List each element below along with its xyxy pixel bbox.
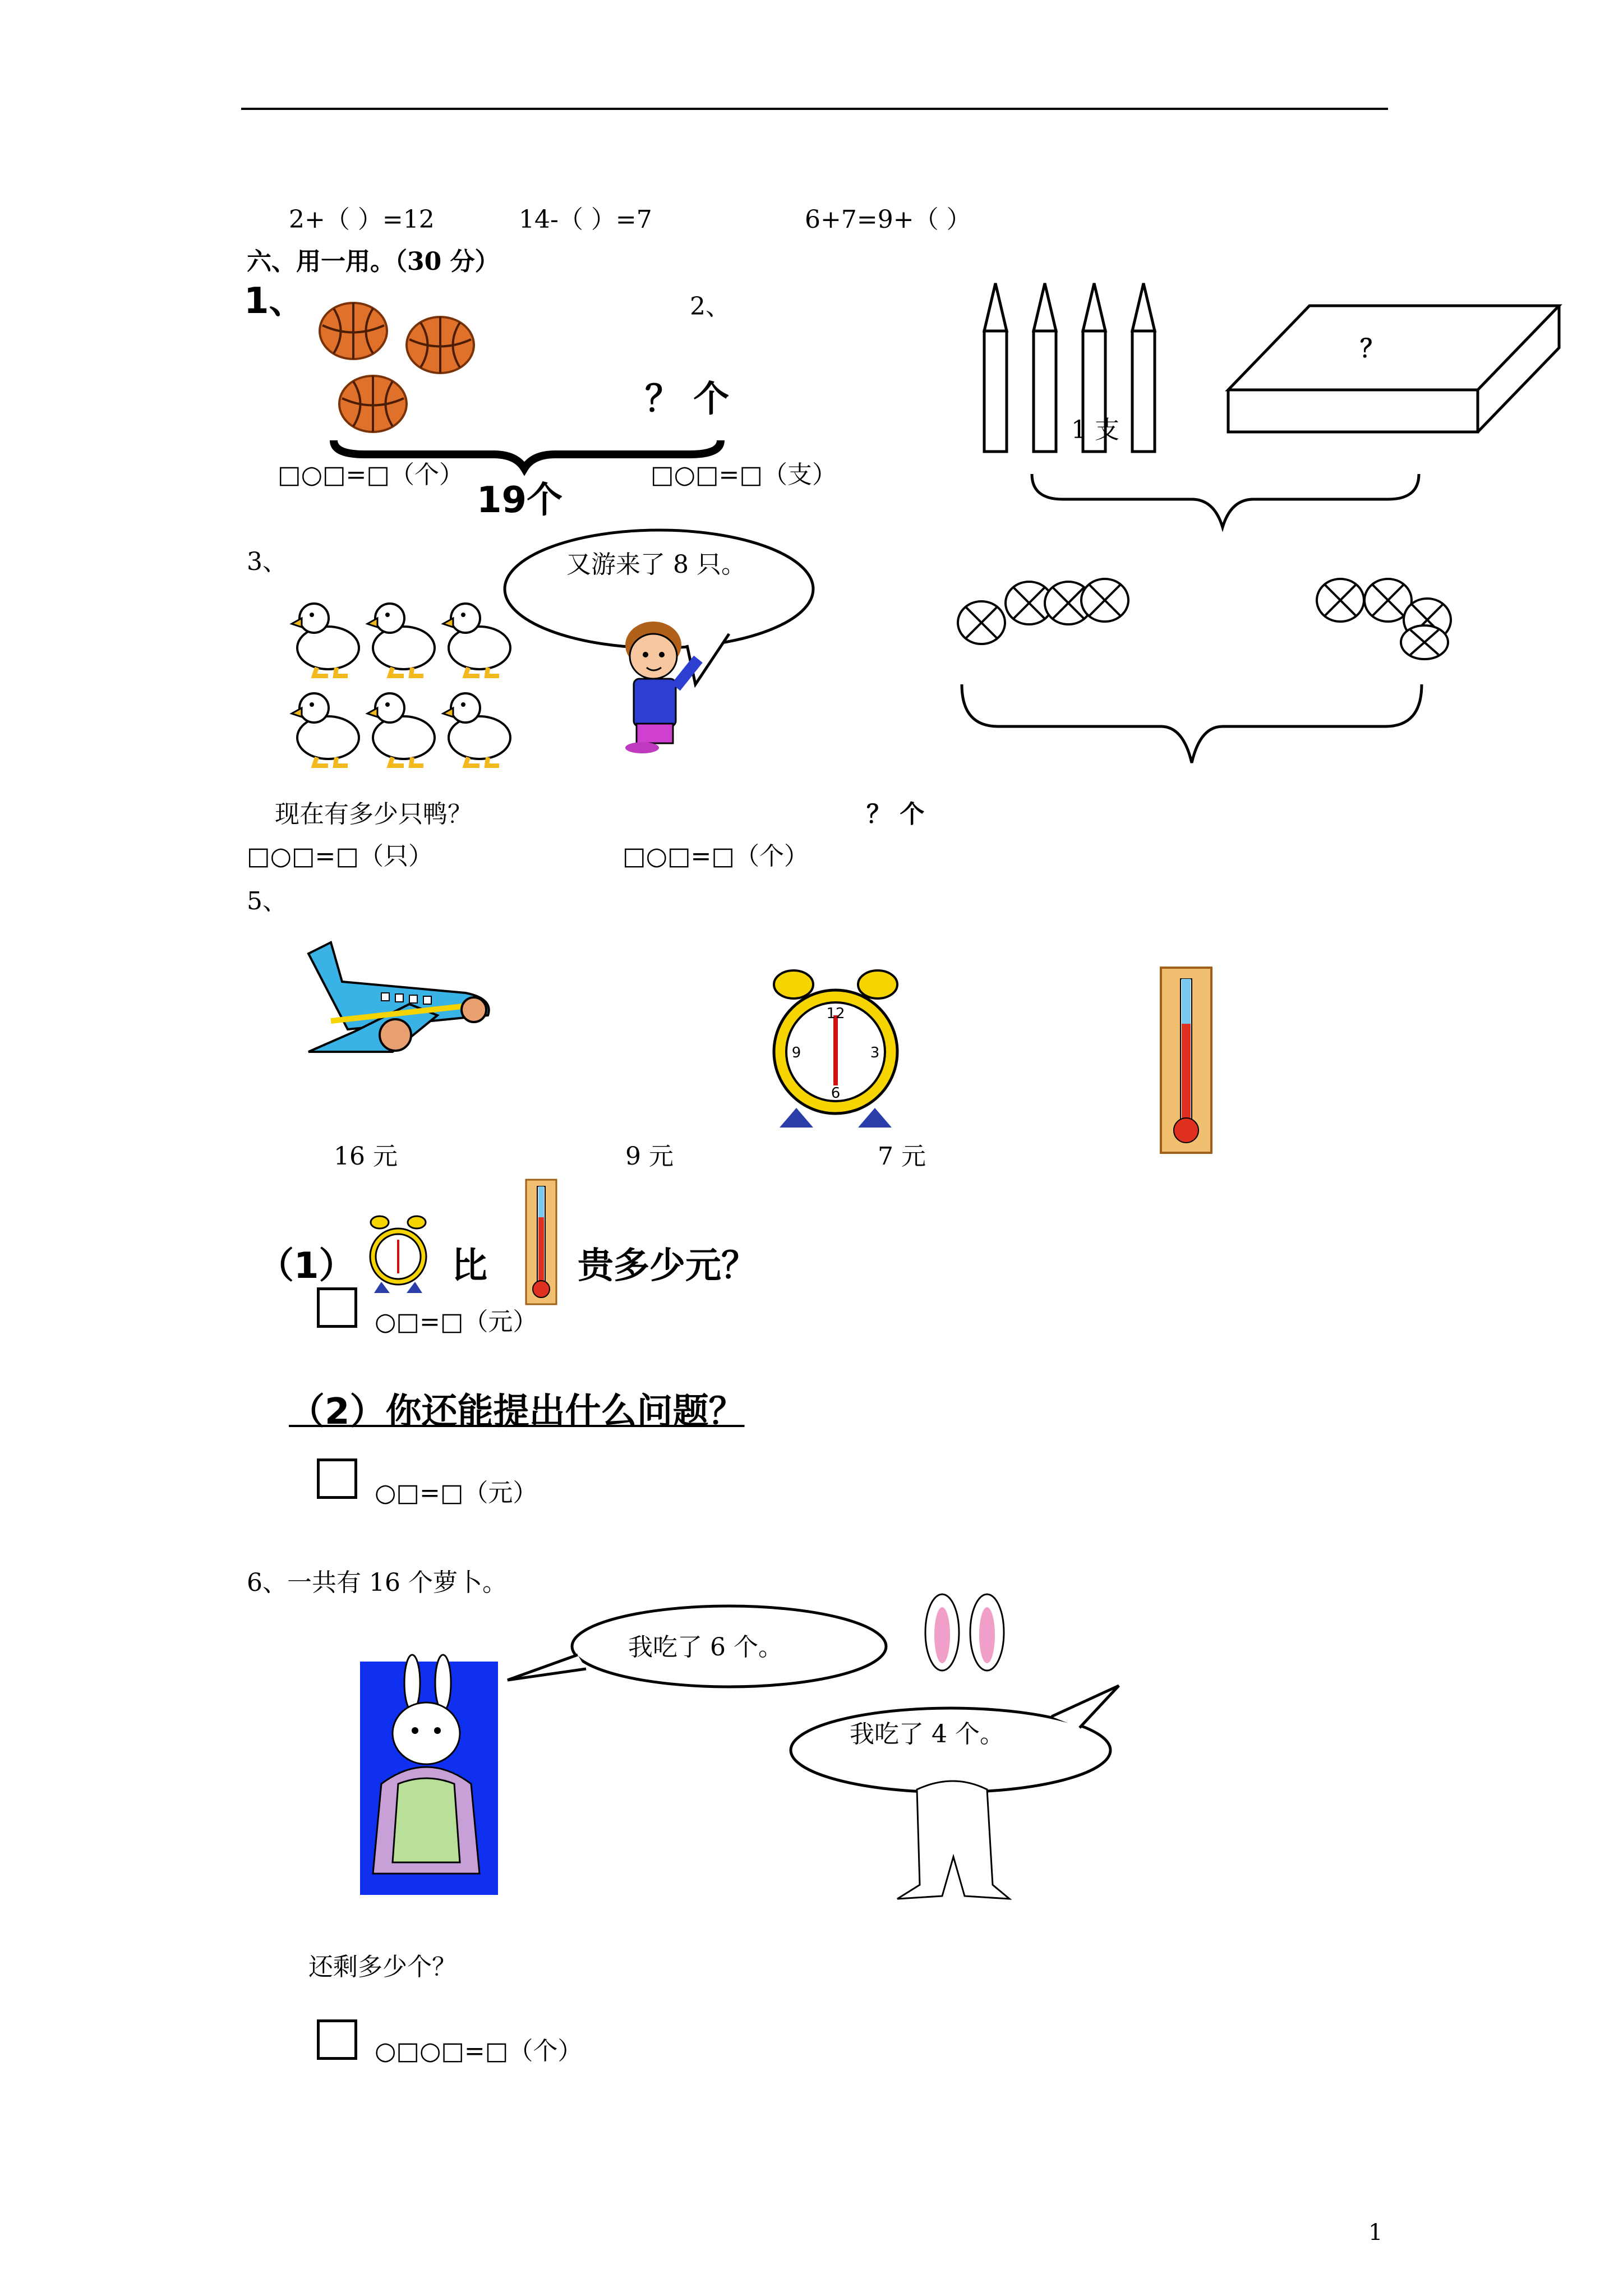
q4-brace: [959, 682, 1424, 766]
svg-text:3: 3: [870, 1045, 880, 1061]
crossed-circle-icon: [958, 601, 1005, 644]
alarm-clock-small-icon: [367, 1214, 429, 1304]
header-rule: [241, 108, 1388, 110]
q2-number: 2、: [690, 292, 730, 321]
q6-bubble1-text: 我吃了 6 个。: [628, 1633, 783, 1662]
page-number: 1: [1368, 2220, 1383, 2246]
q5-sub2: （2）你还能提出什么问题？: [289, 1391, 745, 1433]
q4-formula: □○□=□（个）: [623, 842, 809, 871]
price-thermometer: 7 元: [878, 1142, 926, 1171]
q3-question: 现在有多少只鸭？: [275, 800, 472, 829]
price-airplane: 16 元: [334, 1142, 398, 1171]
crossed-circle-icon: [1401, 625, 1448, 659]
q6-title: 6、一共有 16 个萝卜。: [247, 1568, 507, 1597]
q2-pencil-label: 1 支: [1071, 416, 1119, 444]
q1-total: 19个: [477, 480, 563, 521]
alarm-clock-icon: [763, 968, 909, 1136]
q1-formula: □○□=□（个）: [278, 461, 464, 489]
q4-circles: [956, 575, 1495, 659]
price-clock: 9 元: [625, 1142, 674, 1171]
q3-formula: □○□=□（只）: [247, 842, 433, 871]
q3-number: 3、: [247, 547, 287, 576]
q3-bubble-text: 又游来了 8 只。: [566, 550, 746, 579]
svg-text:12: 12: [826, 1005, 845, 1022]
q2-box-label: ？: [1360, 334, 1385, 363]
answer-box[interactable]: [317, 2019, 357, 2060]
duck-icon: [443, 693, 510, 766]
ducks: [292, 595, 527, 780]
q1-unknown: ？ 个: [645, 379, 730, 420]
svg-text:9: 9: [791, 1045, 801, 1061]
answer-box[interactable]: [317, 1287, 357, 1328]
q5-sub1-number: （1）: [258, 1245, 355, 1287]
q5-sub1-formula: ○□=□（元）: [375, 1308, 538, 1336]
duck-icon: [367, 693, 435, 766]
q6-question: 还剩多少个？: [308, 1953, 457, 1981]
duck-icon: [367, 604, 435, 676]
q5-sub2-formula: ○□=□（元）: [375, 1479, 538, 1507]
q4-unknown: ？ 个: [866, 800, 925, 829]
duck-icon: [292, 604, 359, 676]
boy-icon: [608, 620, 709, 754]
section-title: 六、用一用。（30 分）: [247, 247, 500, 276]
equation-3: 6+7=9+（ ）: [805, 205, 971, 234]
basketball-icon: [407, 317, 474, 373]
pencil-box: [1225, 300, 1562, 446]
duck-icon: [292, 693, 359, 766]
airplane-icon: [297, 931, 510, 1077]
crossed-circle-icon: [1081, 579, 1128, 622]
q5-sub1-end: 贵多少元？: [578, 1245, 757, 1287]
basketball-icon: [339, 376, 407, 432]
thermometer-icon: [1158, 965, 1214, 1156]
duck-icon: [443, 604, 510, 676]
rabbit-icon: [880, 1593, 1026, 1907]
svg-text:6: 6: [831, 1085, 841, 1102]
answer-box[interactable]: [317, 1458, 357, 1499]
basketballs: [314, 300, 482, 446]
q5-number: 5、: [247, 887, 287, 915]
q2-formula: □○□=□（支）: [651, 461, 837, 489]
crossed-circle-icon: [1317, 579, 1364, 622]
equation-1: 2+（ ）=12: [289, 205, 435, 234]
q5-sub1-mid: 比: [451, 1245, 487, 1287]
q6-formula: ○□○□=□（个）: [375, 2037, 583, 2065]
basketball-icon: [320, 303, 387, 359]
thermometer-small-icon: [524, 1178, 558, 1307]
q6-bubble2-text: 我吃了 4 个。: [850, 1720, 1004, 1749]
q2-brace: [1029, 471, 1422, 533]
rabbit-mother-icon: [359, 1660, 499, 1896]
q1-number: 1、: [244, 280, 305, 322]
equation-2: 14-（ ）=7: [519, 205, 652, 234]
